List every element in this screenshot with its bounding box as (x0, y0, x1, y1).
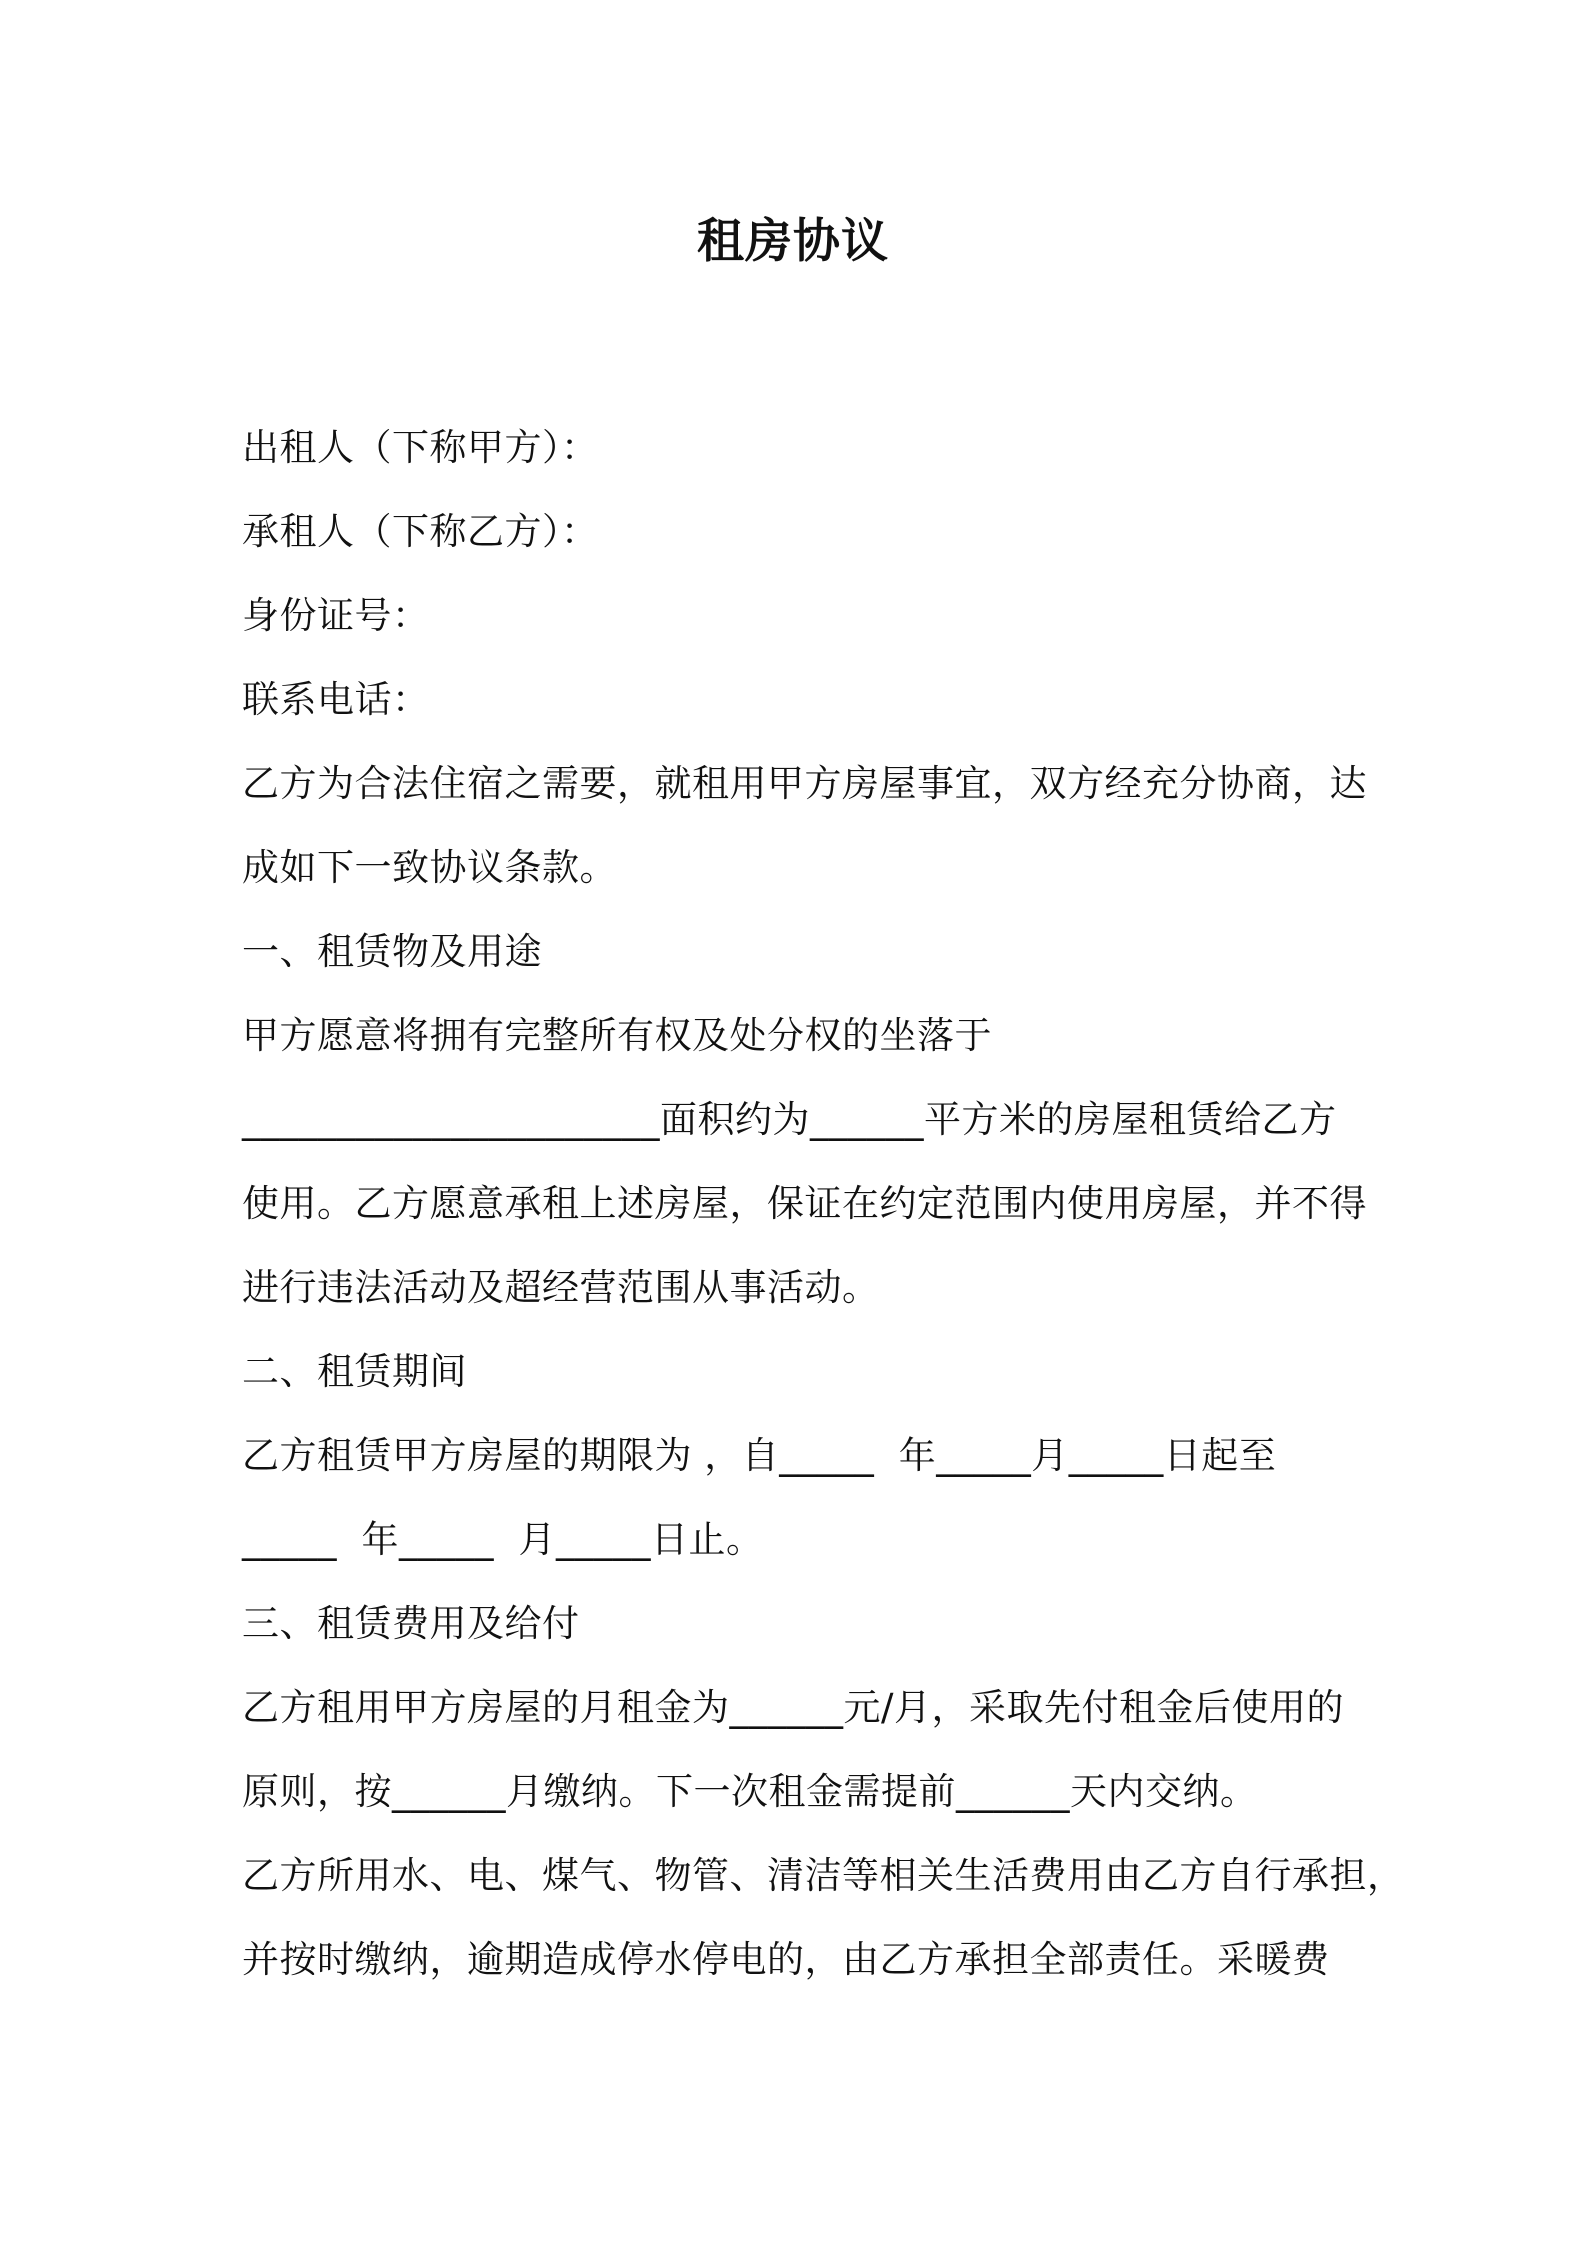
section-2-heading: 二、租赁期间 (242, 1350, 467, 1393)
section-2-line-2: _____ 年_____ 月_____日止。 (242, 1518, 764, 1561)
document-title: 租房协议 (697, 214, 889, 269)
preamble-line-1: 乙方为合法住宿之需要，就租用甲方房屋事宜，双方经充分协商，达 (242, 762, 1367, 805)
document-body (242, 406, 1405, 2002)
section-2-line-1: 乙方租赁甲方房屋的期限为 ，自_____ 年_____月_____日起至 (242, 1434, 1277, 1477)
section-1-line-4: 进行违法活动及超经营范围从事活动。 (242, 1266, 880, 1309)
section-1-line-2: ______________________面积约为______平方米的房屋租赁给乙方 (242, 1098, 1337, 1141)
preamble-line-2: 成如下一致协议条款。 (242, 846, 617, 889)
section-3-line-2: 原则，按______月缴纳。下一次租金需提前______天内交纳。 (242, 1770, 1258, 1813)
lessor-line: 出租人（下称甲方）： (242, 426, 599, 469)
section-3-line-4: 并按时缴纳，逾期造成停水停电的，由乙方承担全部责任。采暖费 (242, 1938, 1330, 1981)
phone-line: 联系电话： (242, 678, 430, 721)
id-number-line: 身份证号： (242, 594, 430, 637)
lessee-line: 承租人（下称乙方）： (242, 510, 599, 553)
section-1-heading: 一、租赁物及用途 (242, 930, 542, 973)
section-3-line-1: 乙方租用甲方房屋的月租金为______元/月，采取先付租金后使用的 (242, 1686, 1344, 1729)
section-3-line-3: 乙方所用水、电、煤气、物管、清洁等相关生活费用由乙方自行承担， (242, 1854, 1405, 1897)
section-1-line-3: 使用。乙方愿意承租上述房屋，保证在约定范围内使用房屋，并不得 (242, 1182, 1367, 1225)
section-1-line-1: 甲方愿意将拥有完整所有权及处分权的坐落于 (242, 1014, 992, 1057)
section-3-heading: 三、租赁费用及给付 (242, 1602, 580, 1645)
